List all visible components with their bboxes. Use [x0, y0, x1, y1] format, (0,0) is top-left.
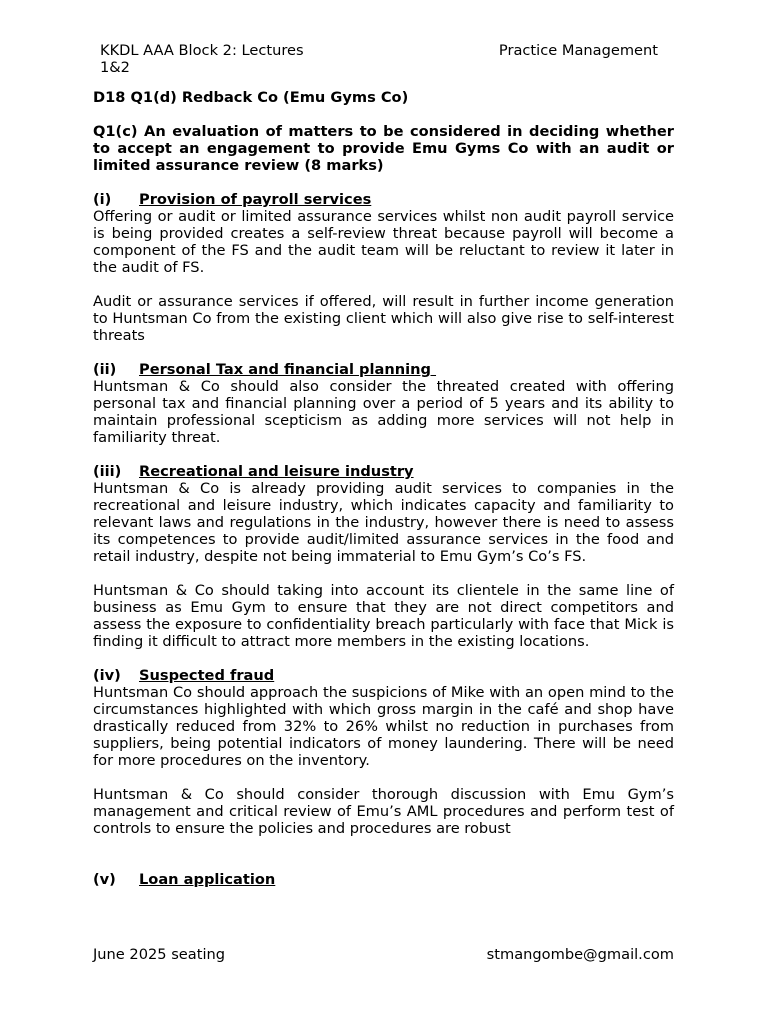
document-title: D18 Q1(d) Redback Co (Emu Gyms Co) [93, 89, 409, 106]
paragraph: Audit or assurance services if offered, will result in further income generation to Huntsman Co from the existing client which will also give rise to self-interest threats [93, 293, 674, 344]
paragraph: Huntsman & Co should taking into account its clientele in the same line of business as Emu Gym to ensure that they are not direct competitors and assess the exposure to confidentiality breach particularly with face that Mick is finding it difficult to attract more members in the existing locations. [93, 582, 674, 650]
section-number: (ii) [93, 361, 117, 378]
page-header [100, 42, 658, 78]
header-left-text: KKDL AAA Block 2: Lectures 1&2 [100, 42, 304, 76]
section-number: (iii) [93, 463, 122, 480]
document-body [93, 89, 674, 888]
paragraph: Huntsman Co should approach the suspicions of Mike with an open mind to the circumstances highlighted with which gross margin in the café and shop have drastically reduced from 32% to 26% whilst no reduction in purchases from suppliers, being potential indicators of money laundering. There will be need for more procedures on the inventory. [93, 684, 674, 769]
section-heading-loan [93, 871, 674, 888]
question-heading: Q1(c) An evaluation of matters to be considered in deciding whether to accept an engagement to provide Emu Gyms Co with an audit or limited assurance review (8 marks) [93, 123, 674, 174]
paragraph: Offering or audit or limited assurance services whilst non audit payroll service is being provided creates a self-review threat because payroll will become a component of the FS and the audit team will be reluctant to review it later in the audit of FS. [93, 208, 674, 276]
footer-left-text: June 2025 seating [93, 946, 226, 963]
section-heading-personal-tax [93, 361, 674, 378]
section-heading-recreational [93, 463, 674, 480]
section-number: (i) [93, 191, 112, 208]
section-heading-fraud [93, 667, 674, 684]
paragraph: Huntsman & Co should consider thorough discussion with Emu Gym’s management and critical review of Emu’s AML procedures and perform test of controls to ensure the policies and procedures are robust [93, 786, 674, 837]
paragraph: Huntsman & Co is already providing audit services to companies in the recreational and leisure industry, which indicates capacity and familiarity to relevant laws and regulations in the industry, however there is need to assess its competences to provide audit/limited assurance services in the food and retail industry, despite not being immaterial to Emu Gym’s Co’s FS. [93, 480, 674, 565]
paragraph: Huntsman & Co should also consider the threated created with offering personal tax and financial planning over a period of 5 years and its ability to maintain professional scepticism as adding more services will not help in familiarity threat. [93, 378, 674, 446]
section-title: Recreational and leisure industry [139, 463, 414, 480]
footer-email: stmangombe@gmail.com [486, 946, 674, 963]
page-footer [93, 946, 674, 964]
section-number: (iv) [93, 667, 121, 684]
section-title: Provision of payroll services [139, 191, 372, 208]
header-right-text: Practice Management [498, 42, 658, 59]
section-heading-payroll [93, 191, 674, 208]
section-title: Personal Tax and financial planning [139, 361, 437, 378]
section-title: Loan application [139, 871, 276, 888]
section-number: (v) [93, 871, 116, 888]
section-title: Suspected fraud [139, 667, 275, 684]
